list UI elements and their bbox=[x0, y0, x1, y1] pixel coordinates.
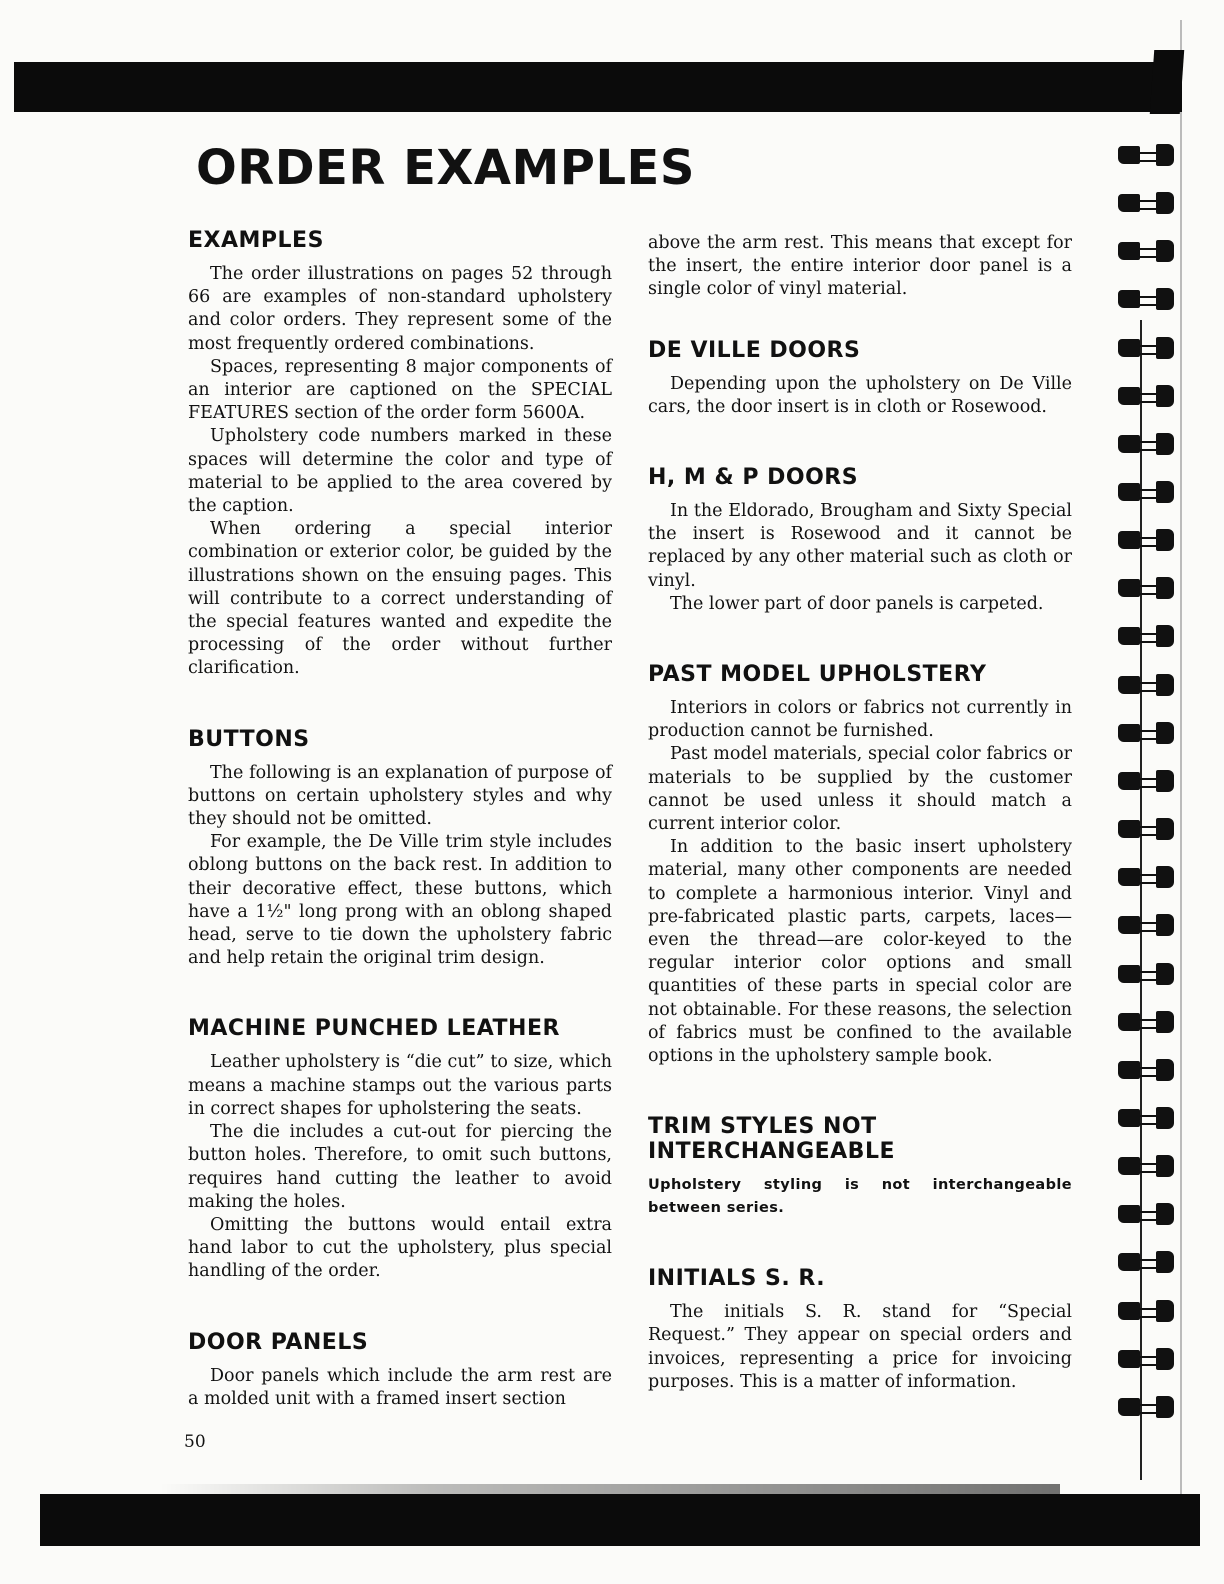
left-column bbox=[188, 228, 612, 1457]
spiral-binding-ring-icon bbox=[1118, 720, 1180, 746]
right-column bbox=[648, 232, 1072, 1440]
paragraph: Spaces, representing 8 major components of an interior are captioned on the SPECIAL FEATURES section of the order form 5600A. bbox=[188, 356, 612, 424]
spiral-binding-ring-icon bbox=[1118, 1153, 1180, 1179]
heading-initials-sr: INITIALS S. R. bbox=[648, 1266, 826, 1292]
paragraph: When ordering a special interior combination or exterior color, be guided by the illustrations shown on the ensuing pages. This will contribute to a correct understanding of the special features wanted and expedite the processing of the order without further clarification. bbox=[188, 519, 612, 679]
section-de-ville-doors bbox=[648, 338, 1072, 419]
page-title: ORDER EXAMPLES bbox=[196, 140, 695, 196]
heading-trim-styles bbox=[648, 1114, 1072, 1164]
spiral-binding-ring-icon bbox=[1118, 961, 1180, 987]
spiral-binding-ring-icon bbox=[1118, 575, 1180, 601]
section-door-panels bbox=[188, 1330, 612, 1411]
spiral-binding-ring-icon bbox=[1118, 335, 1180, 361]
spiral-binding-ring-icon bbox=[1118, 190, 1180, 216]
paragraph: Upholstery styling is not interchangeable between series. bbox=[648, 1177, 1072, 1217]
paragraph: Leather upholstery is “die cut” to size, which means a machine stamps out the various parts in correct shapes for upholstering the seats. bbox=[188, 1052, 612, 1119]
top-black-bar bbox=[14, 62, 1182, 112]
section-trim-styles bbox=[648, 1114, 1072, 1220]
spiral-binding-ring-icon bbox=[1118, 383, 1180, 409]
spiral-binding-ring-icon bbox=[1118, 238, 1180, 264]
spiral-binding-ring-icon bbox=[1118, 1009, 1180, 1035]
spiral-binding-ring-icon bbox=[1118, 623, 1180, 649]
spiral-binding-ring-icon bbox=[1118, 672, 1180, 698]
paragraph: The lower part of door panels is carpeted. bbox=[670, 593, 1044, 614]
spiral-binding-ring-icon bbox=[1118, 912, 1180, 938]
heading-door-panels: DOOR PANELS bbox=[188, 1329, 369, 1355]
paragraph: above the arm rest. This means that except for the insert, the entire interior door panel is a single color of vinyl material. bbox=[648, 233, 1072, 300]
spiral-binding bbox=[1118, 142, 1188, 1462]
section-buttons bbox=[188, 727, 612, 971]
section-past-model-upholstery bbox=[648, 662, 1072, 1068]
paragraph: In the Eldorado, Brougham and Sixty Special the insert is Rosewood and it cannot be replaced by any other material such as cloth or vinyl. bbox=[648, 501, 1072, 591]
spiral-binding-ring-icon bbox=[1118, 431, 1180, 457]
spiral-binding-ring-icon bbox=[1118, 1298, 1180, 1324]
paragraph: In addition to the basic insert upholstery material, many other components are needed to complete a harmonious interior. Vinyl and pre-fabricated plastic parts, carpets, laces—even the thread—are color-keyed to the regular interior color options and small quantities of these parts in special color are not obtainable. For these reasons, the selection of fabrics must be confined to the available options in the upholstery sample book. bbox=[648, 837, 1072, 1067]
spiral-binding-ring-icon bbox=[1118, 527, 1180, 553]
heading-machine-punched-leather: MACHINE PUNCHED LEATHER bbox=[188, 1016, 560, 1042]
spiral-binding-ring-icon bbox=[1118, 1201, 1180, 1227]
paragraph: The initials S. R. stand for “Special Request.” They appear on special orders and invoices, representing a price for invoicing purposes. This is a matter of information. bbox=[648, 1302, 1072, 1392]
paragraph: The following is an explanation of purpose of buttons on certain upholstery styles and why they should not be omitted. bbox=[188, 762, 612, 830]
spiral-binding-ring-icon bbox=[1118, 479, 1180, 505]
section-machine-punched-leather bbox=[188, 1016, 612, 1283]
spiral-binding-ring-icon bbox=[1118, 1394, 1180, 1420]
paragraph: Interiors in colors or fabrics not currently in production cannot be furnished. bbox=[648, 698, 1072, 742]
section-initials-sr bbox=[648, 1266, 1072, 1394]
spiral-binding-ring-icon bbox=[1118, 816, 1180, 842]
heading-examples: EXAMPLES bbox=[188, 228, 324, 253]
paragraph: Past model materials, special color fabrics or materials to be supplied by the customer cannot be used unless it should match a current interior color. bbox=[648, 744, 1072, 835]
section-door-panels-continued bbox=[648, 232, 1072, 302]
heading-de-ville-doors: DE VILLE DOORS bbox=[648, 337, 861, 363]
page-number: 50 bbox=[184, 1432, 206, 1452]
spiral-binding-ring-icon bbox=[1118, 142, 1180, 168]
heading-line: INTERCHANGEABLE bbox=[648, 1139, 895, 1165]
heading-past-model-upholstery: PAST MODEL UPHOLSTERY bbox=[648, 662, 987, 688]
section-hmp-doors bbox=[648, 465, 1072, 616]
spiral-binding-ring-icon bbox=[1118, 864, 1180, 890]
heading-hmp-doors: H, M & P DOORS bbox=[648, 465, 859, 491]
bottom-black-bar bbox=[40, 1494, 1200, 1546]
paragraph: Upholstery code numbers marked in these spaces will determine the color and type of material to be applied to the area covered by the caption. bbox=[188, 426, 612, 517]
paragraph: The order illustrations on pages 52 through 66 are examples of non-standard upholstery and color orders. They represent some of the most frequently ordered combinations. bbox=[188, 264, 612, 354]
section-examples bbox=[188, 228, 612, 681]
paragraph: For example, the De Ville trim style includes oblong buttons on the back rest. In addition to their decorative effect, these buttons, which have a 1½" long prong with an oblong shaped head, serve to tie down the upholstery fabric and help retain the original trim design. bbox=[188, 832, 612, 969]
paragraph: The die includes a cut-out for piercing the button holes. Therefore, to omit such buttons, requires hand cutting the leather to avoid making the holes. bbox=[188, 1122, 612, 1212]
spiral-binding-ring-icon bbox=[1118, 1105, 1180, 1131]
spiral-binding-ring-icon bbox=[1118, 286, 1180, 312]
spiral-binding-ring-icon bbox=[1118, 1249, 1180, 1275]
spiral-binding-ring-icon bbox=[1118, 1057, 1180, 1083]
heading-line: TRIM STYLES NOT bbox=[648, 1114, 877, 1140]
spiral-binding-ring-icon bbox=[1118, 768, 1180, 794]
heading-buttons: BUTTONS bbox=[188, 726, 310, 752]
paragraph: Depending upon the upholstery on De Ville cars, the door insert is in cloth or Rosewood. bbox=[648, 373, 1072, 417]
paragraph: Omitting the buttons would entail extra hand labor to cut the upholstery, plus special handling of the order. bbox=[188, 1214, 612, 1282]
paragraph: Door panels which include the arm rest are a molded unit with a framed insert section bbox=[188, 1365, 612, 1409]
spiral-binding-ring-icon bbox=[1118, 1346, 1180, 1372]
